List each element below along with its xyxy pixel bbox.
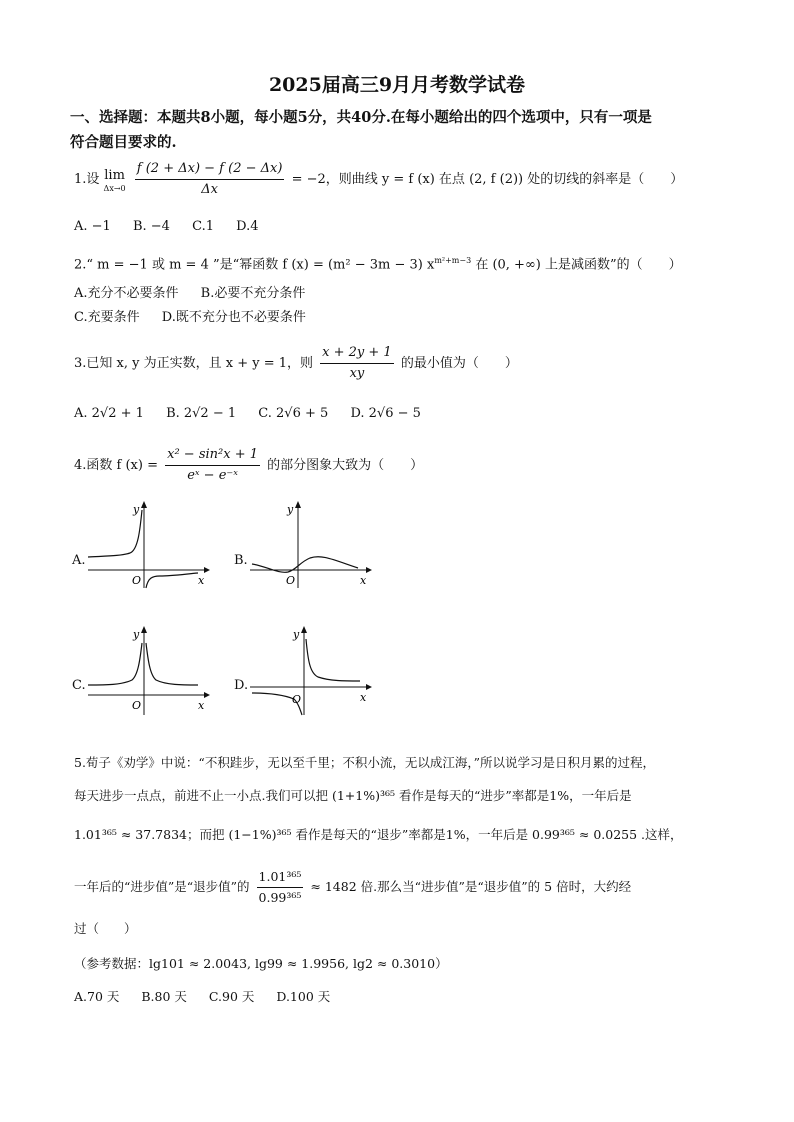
graph-a-y-arrow — [141, 501, 147, 508]
graph-c-y-arrow — [141, 626, 147, 633]
q5-option-c: C.90 天 — [208, 989, 255, 1004]
q1-option-a: A. −1 — [74, 219, 111, 234]
q3-denominator: xy — [349, 366, 365, 381]
q3-option-b: B. 2√2 − 1 — [166, 406, 237, 421]
graph-a-origin: O — [132, 574, 142, 587]
q5-options — [74, 988, 348, 1006]
graph-b — [248, 500, 373, 590]
q3-option-a: A. 2√2 + 1 — [74, 406, 144, 421]
graph-c-y-label: y — [133, 628, 140, 641]
question-1 — [74, 160, 683, 199]
section-heading-line1: 一、选择题：本题共8小题，每小题5分，共40分.在每小题给出的四个选项中，只有一项是 — [70, 109, 652, 126]
q5-option-b: B.80 天 — [141, 989, 187, 1004]
q1-option-d: D.4 — [236, 219, 259, 234]
q2-options-row2 — [74, 309, 324, 327]
q2-stem: 2.“ m = −1 或 m = 4 ”是“幂函数 f (x) = (m² − 3m − 3) x — [74, 257, 435, 273]
q5-reference-data: （参考数据：lg101 ≈ 2.0043, lg99 ≈ 1.9956, lg2 ≈ 0.3010） — [74, 956, 448, 971]
q1-prefix: 1.设 — [74, 172, 100, 187]
graph-c-curve-right — [146, 643, 198, 685]
graph-b-y-arrow — [295, 501, 301, 508]
q1-options — [74, 218, 277, 236]
graph-c-origin: O — [132, 699, 142, 712]
graph-c — [86, 625, 211, 717]
q5-fraction — [257, 868, 304, 907]
q5-line1: 5.荀子《劝学》中说：“不积跬步，无以至千里；不积小流，无以成江海，”所以说学习是日积月累的过程， — [74, 755, 655, 770]
q5-line5: 过（ ） — [74, 921, 137, 936]
graph-b-x-label: x — [360, 574, 367, 587]
graph-c-curve-left — [88, 643, 142, 685]
q2-option-c: C.充要条件 — [74, 310, 140, 325]
graph-b-y-label: y — [287, 503, 294, 516]
graph-a-x-arrow — [204, 567, 210, 573]
graph-d-label: D. — [234, 678, 249, 693]
q2-exponent: m²+m−3 — [434, 256, 472, 265]
q5-line3: 1.01³⁶⁵ ≈ 37.7834；而把 (1−1%)³⁶⁵ 看作是每天的“退步”率都是1%，一年后是 0.99³⁶⁵ ≈ 0.0255 .这样， — [74, 827, 683, 842]
q1-numerator: f (2 + Δx) − f (2 − Δx) — [135, 160, 285, 180]
q1-fraction — [135, 160, 285, 199]
q2-option-d: D.既不充分也不必要条件 — [161, 310, 306, 325]
q1-option-c: C.1 — [192, 219, 214, 234]
q1-lim-sub: Δx→0 — [103, 183, 126, 193]
graph-a-y-label: y — [133, 503, 140, 516]
q5-line4-prefix: 一年后的“进步值”是“退步值”的 — [74, 879, 250, 894]
q3-option-c: C. 2√6 + 5 — [258, 406, 329, 421]
graph-d — [248, 625, 373, 717]
q2-option-a: A.充分不必要条件 — [74, 286, 179, 301]
graph-c-x-arrow — [204, 692, 210, 698]
graph-c-label: C. — [72, 678, 86, 693]
section-heading-line2: 符合题目要求的. — [70, 134, 177, 151]
graph-a-curve-right — [146, 573, 198, 588]
q4-fraction — [165, 446, 260, 485]
question-2 — [74, 252, 682, 274]
q3-fraction — [320, 344, 394, 383]
q5-line2: 每天进步一点点，前进不止一小点.我们可以把 (1+1%)³⁶⁵ 看作是每天的“进步”率都是1%，一年后是 — [74, 788, 632, 803]
q5-option-d: D.100 天 — [276, 989, 331, 1004]
q1-suffix: = −2，则曲线 y = f (x) 在点 (2, f (2)) 处的切线的斜率是（ ） — [291, 172, 684, 187]
q3-suffix: 的最小值为（ ） — [400, 356, 518, 371]
q4-numerator: x² − sin²x + 1 — [165, 446, 260, 466]
graph-a-label: A. — [72, 553, 86, 568]
graph-b-label: B. — [234, 553, 248, 568]
q5-frac-numerator: 1.01³⁶⁵ — [257, 868, 304, 888]
q3-numerator: x + 2y + 1 — [320, 344, 394, 364]
graph-d-x-label: x — [360, 691, 367, 704]
q1-limit — [104, 167, 126, 193]
q5-line4-suffix: ≈ 1482 倍.那么当“进步值”是“退步值”的 5 倍时，大约经 — [310, 879, 632, 894]
graph-b-x-arrow — [366, 567, 372, 573]
graph-d-y-label: y — [293, 628, 300, 641]
graph-a-x-label: x — [198, 574, 205, 587]
q2-options-row1 — [74, 285, 323, 303]
q3-option-d: D. 2√6 − 5 — [350, 406, 421, 421]
q1-option-b: B. −4 — [132, 219, 170, 234]
graph-d-origin: O — [292, 693, 302, 706]
q1-lim-word: lim — [104, 167, 125, 183]
q1-denominator: Δx — [201, 182, 218, 197]
q5-line4 — [74, 868, 631, 907]
question-4 — [74, 446, 423, 485]
q3-options — [74, 405, 439, 423]
q4-suffix: 的部分图象大致为（ ） — [267, 458, 424, 473]
q2-option-b: B.必要不充分条件 — [200, 286, 306, 301]
q5-frac-denominator: 0.99³⁶⁵ — [258, 890, 302, 905]
graph-d-y-arrow — [301, 626, 307, 633]
graph-a-curve-left — [88, 510, 142, 557]
page-title: 2025届高三9月月考数学试卷 — [268, 74, 526, 96]
q2-stem-end: 在 (0, +∞) 上是减函数”的（ ） — [471, 257, 682, 273]
q3-prefix: 3.已知 x, y 为正实数，且 x + y = 1，则 — [74, 356, 314, 371]
q4-denominator: eˣ − e⁻ˣ — [187, 468, 238, 483]
graph-d-x-arrow — [366, 684, 372, 690]
question-3 — [74, 344, 518, 383]
graph-c-x-label: x — [198, 699, 205, 712]
q5-option-a: A.70 天 — [74, 989, 120, 1004]
graph-d-curve-right — [306, 639, 360, 681]
graph-a — [86, 500, 211, 590]
q4-prefix: 4.函数 f (x) = — [74, 458, 158, 473]
graph-b-origin: O — [286, 574, 296, 587]
